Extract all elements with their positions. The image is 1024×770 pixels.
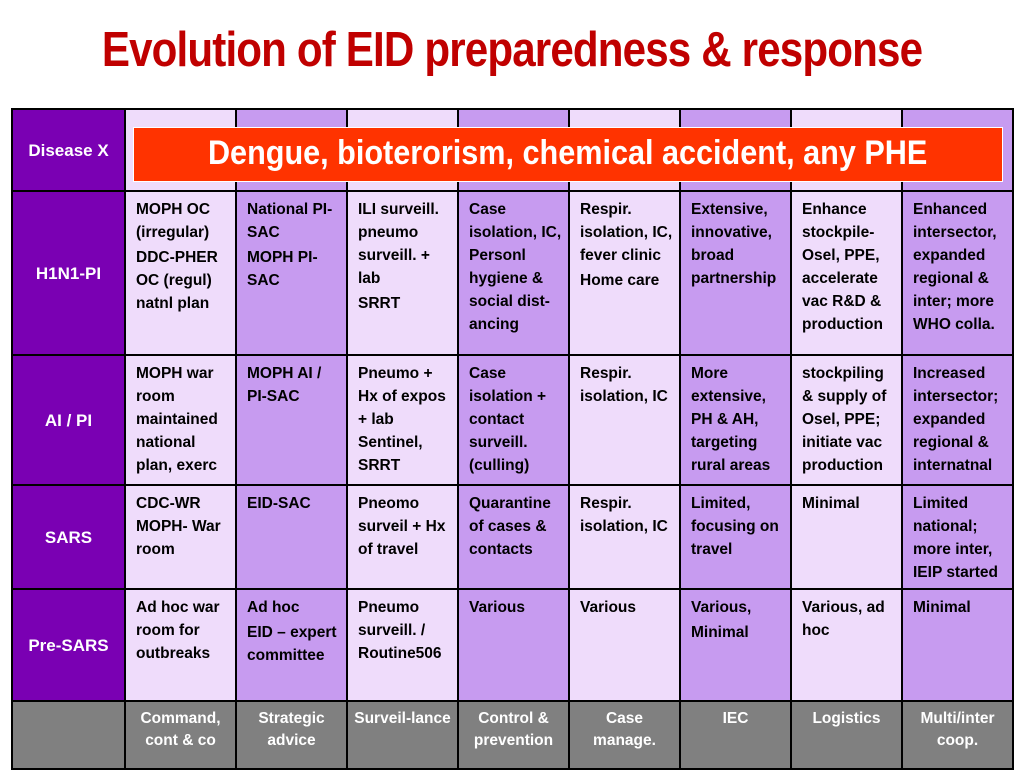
cell-text: Respir. isolation, IC bbox=[580, 495, 668, 535]
footer-row bbox=[12, 701, 1013, 769]
table-cell bbox=[125, 485, 236, 589]
cell-text: Minimal bbox=[913, 599, 971, 616]
footer-category bbox=[902, 701, 1013, 769]
table-cell bbox=[236, 485, 347, 589]
row-header: Pre-SARS bbox=[12, 589, 125, 701]
cell-content bbox=[570, 356, 679, 408]
table-cell bbox=[902, 589, 1013, 701]
cell-text: Pneumo + Hx of expos + lab Sentinel, SRRT bbox=[358, 365, 446, 474]
row-header: SARS bbox=[12, 485, 125, 589]
cell-text: stockpiling & supply of Osel, PPE; initiate vac production bbox=[802, 365, 887, 474]
table-cell bbox=[680, 355, 791, 485]
cell-content bbox=[681, 486, 790, 561]
cell-text: Ad hoc war room for outbreaks bbox=[136, 599, 220, 662]
footer-category bbox=[680, 701, 791, 769]
cell-content bbox=[903, 356, 1012, 477]
cell-content bbox=[570, 110, 679, 116]
footer-label: Command, cont & co bbox=[140, 710, 221, 749]
cell-content bbox=[792, 486, 901, 515]
table-cell bbox=[902, 485, 1013, 589]
cell-content bbox=[903, 486, 1012, 584]
cell-text: Pneumo surveill. / Routine506 bbox=[358, 599, 442, 662]
table-cell bbox=[791, 589, 902, 701]
footer-category bbox=[458, 701, 569, 769]
cell-content bbox=[570, 486, 679, 538]
cell-text: MOPH AI / PI-SAC bbox=[247, 365, 322, 405]
cell-content bbox=[681, 192, 790, 290]
cell-content bbox=[903, 110, 1012, 116]
cell-text: National PI-SAC bbox=[247, 201, 333, 241]
cell-text: Various, bbox=[691, 599, 752, 616]
cell-text: SRRT bbox=[358, 295, 401, 312]
table-cell bbox=[791, 355, 902, 485]
cell-text: Quarantine of cases & contacts bbox=[469, 495, 551, 558]
cell-text: Various bbox=[469, 599, 525, 616]
cell-content bbox=[681, 110, 790, 116]
cell-content bbox=[792, 590, 901, 642]
table-cell bbox=[680, 589, 791, 701]
cell-content bbox=[903, 192, 1012, 336]
banner-text: Dengue, bioterorism, chemical accident, any PHE bbox=[208, 134, 928, 172]
footer-corner bbox=[12, 701, 125, 769]
cell-content bbox=[126, 110, 235, 116]
cell-text: Case isolation + contact surveill. (culling) bbox=[469, 365, 547, 474]
cell-text: DDC-PHER OC (regul) natnl plan bbox=[136, 249, 218, 312]
cell-content bbox=[903, 590, 1012, 619]
cell-text: MOPH PI- SAC bbox=[247, 249, 318, 289]
cell-content bbox=[792, 110, 901, 116]
cell-content bbox=[237, 486, 346, 515]
table-cell bbox=[902, 355, 1013, 485]
disease-x-banner bbox=[133, 127, 1003, 182]
cell-content bbox=[570, 192, 679, 292]
cell-content bbox=[459, 356, 568, 477]
cell-content bbox=[792, 356, 901, 477]
cell-text: Pneomo surveil + Hx of travel bbox=[358, 495, 446, 558]
table-cell bbox=[236, 589, 347, 701]
cell-text: Respir. isolation, IC, fever clinic bbox=[580, 201, 673, 264]
evolution-table bbox=[11, 108, 1014, 770]
table-cell bbox=[458, 191, 569, 355]
cell-text: Case isolation, IC, Personl hygiene & social dist-ancing bbox=[469, 201, 562, 333]
cell-content bbox=[792, 192, 901, 336]
cell-text: Various bbox=[580, 599, 636, 616]
table-cell bbox=[236, 355, 347, 485]
table-cell bbox=[680, 485, 791, 589]
row-header: Disease X bbox=[12, 109, 125, 191]
footer-category bbox=[236, 701, 347, 769]
cell-text: ILI surveill. pneumo surveill. + lab bbox=[358, 201, 439, 287]
cell-content bbox=[126, 590, 235, 665]
cell-text: Enhance stockpile-Osel, PPE, accelerate vac R&D & production bbox=[802, 201, 883, 333]
cell-content bbox=[348, 356, 457, 477]
footer-label: Multi/inter coop. bbox=[920, 710, 995, 749]
cell-content bbox=[348, 486, 457, 561]
cell-content bbox=[459, 486, 568, 561]
table-cell bbox=[680, 191, 791, 355]
cell-content bbox=[237, 356, 346, 408]
cell-text: Home care bbox=[580, 272, 660, 289]
table-row bbox=[12, 589, 1013, 701]
cell-text: MOPH OC (irregular) bbox=[136, 201, 211, 241]
cell-text: Limited, focusing on travel bbox=[691, 495, 779, 558]
footer-category bbox=[791, 701, 902, 769]
cell-text: Minimal bbox=[802, 495, 860, 512]
cell-content bbox=[459, 192, 568, 336]
cell-text: Ad hoc bbox=[247, 599, 300, 616]
row-header: H1N1-PI bbox=[12, 191, 125, 355]
table-row bbox=[12, 191, 1013, 355]
cell-content bbox=[348, 192, 457, 315]
cell-text: MOPH war room maintained national plan, exerc bbox=[136, 365, 218, 474]
cell-content bbox=[459, 110, 568, 116]
cell-content bbox=[126, 356, 235, 477]
cell-content bbox=[459, 590, 568, 619]
cell-content bbox=[237, 590, 346, 667]
row-header: AI / PI bbox=[12, 355, 125, 485]
cell-text: More extensive, PH & AH, targeting rural areas bbox=[691, 365, 771, 474]
footer-category bbox=[347, 701, 458, 769]
table-row bbox=[12, 485, 1013, 589]
footer-label: Logistics bbox=[812, 710, 881, 727]
footer-label: IEC bbox=[722, 710, 749, 727]
footer-label: Case manage. bbox=[593, 710, 656, 749]
table-cell bbox=[458, 355, 569, 485]
table-cell bbox=[347, 355, 458, 485]
cell-content bbox=[237, 110, 346, 116]
table-cell bbox=[347, 191, 458, 355]
table-cell bbox=[125, 355, 236, 485]
cell-text: EID-SAC bbox=[247, 495, 311, 512]
table-cell bbox=[236, 191, 347, 355]
cell-text: Extensive, innovative, broad partnership bbox=[691, 201, 777, 287]
cell-text: EID – expert committee bbox=[247, 624, 337, 664]
cell-content bbox=[681, 590, 790, 644]
cell-content bbox=[681, 356, 790, 477]
cell-text: Enhanced intersector, expanded regional & inter; more WHO colla. bbox=[913, 201, 997, 333]
table-cell bbox=[125, 191, 236, 355]
footer-label: Surveil-lance bbox=[354, 710, 451, 727]
cell-text: CDC-WR MOPH- War room bbox=[136, 495, 221, 558]
footer-category bbox=[125, 701, 236, 769]
cell-text: Respir. isolation, IC bbox=[580, 365, 668, 405]
cell-text: Limited national; more inter, IEIP started bbox=[913, 495, 999, 581]
table-cell bbox=[569, 355, 680, 485]
table-cell bbox=[569, 191, 680, 355]
table-cell bbox=[902, 191, 1013, 355]
table-cell bbox=[569, 589, 680, 701]
table-cell bbox=[125, 589, 236, 701]
cell-content bbox=[570, 590, 679, 619]
cell-content bbox=[237, 192, 346, 292]
cell-text: Minimal bbox=[691, 624, 749, 641]
table-cell bbox=[458, 589, 569, 701]
cell-content bbox=[348, 110, 457, 116]
table-row bbox=[12, 355, 1013, 485]
table-cell bbox=[347, 589, 458, 701]
slide-title: Evolution of EID preparedness & response bbox=[101, 23, 923, 77]
footer-label: Strategic advice bbox=[258, 710, 325, 749]
cell-content bbox=[126, 192, 235, 315]
table-cell bbox=[347, 485, 458, 589]
table-cell bbox=[458, 485, 569, 589]
footer-label: Control & prevention bbox=[473, 710, 554, 749]
cell-text: Increased intersector; expanded regional & internatnal bbox=[913, 365, 999, 474]
footer-category bbox=[569, 701, 680, 769]
table-cell bbox=[791, 485, 902, 589]
cell-text: Various, ad hoc bbox=[802, 599, 885, 639]
cell-content bbox=[348, 590, 457, 665]
cell-content bbox=[126, 486, 235, 561]
table-cell bbox=[791, 191, 902, 355]
table-cell bbox=[569, 485, 680, 589]
